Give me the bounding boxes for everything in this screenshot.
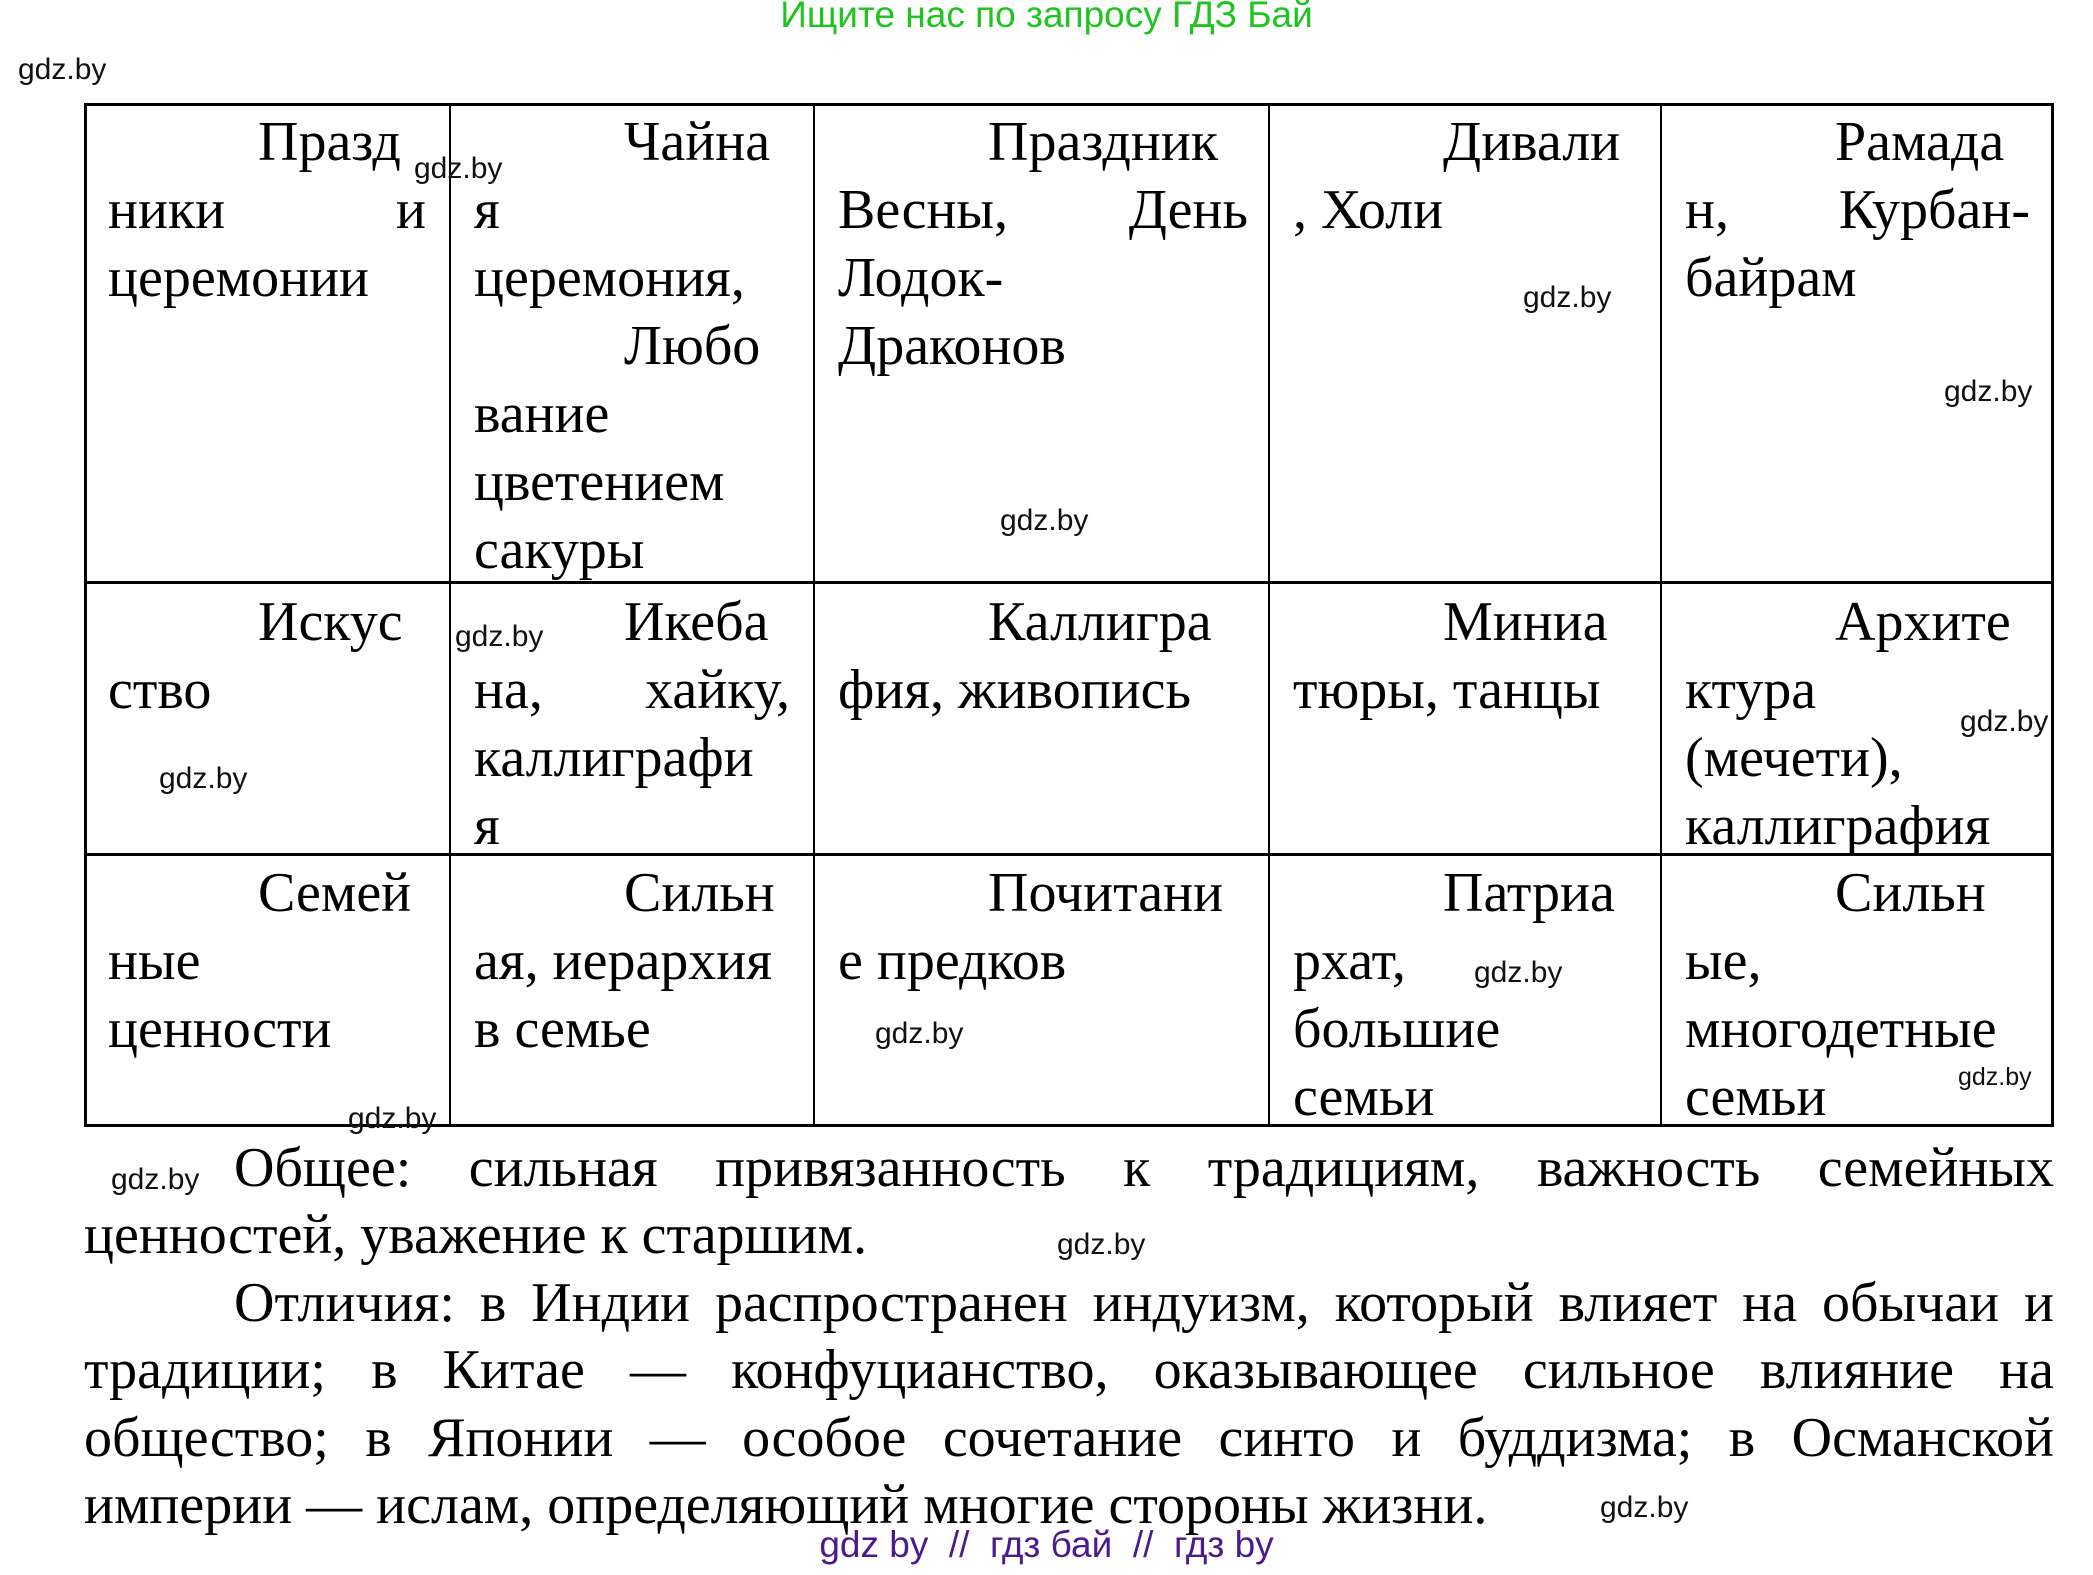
watermark: gdz.by <box>18 53 107 86</box>
cell-line: Любо <box>624 315 761 377</box>
watermark: gdz.by <box>1958 1063 2032 1091</box>
watermark: gdz.by <box>875 1017 964 1050</box>
watermark: gdz.by <box>348 1102 437 1135</box>
table-column-divider <box>1268 103 1270 1127</box>
cell-line: Икеба <box>624 591 769 653</box>
differences-paragraph-line: общество; в Японии — особое сочетание синто и буддизма; в Османской <box>84 1407 2054 1469</box>
cell-line: Празд <box>258 111 401 173</box>
cell-line: ники и <box>108 179 426 241</box>
cell-line: тюры, танцы <box>1293 659 1601 721</box>
cell-line: Весны, День <box>838 179 1248 241</box>
cell-line: Каллигра <box>988 591 1212 653</box>
cell-line: ценности <box>108 998 332 1060</box>
watermark: gdz.by <box>1960 705 2049 738</box>
cell-line: многодетные <box>1685 998 1997 1060</box>
cell-line: Искус <box>258 591 403 653</box>
table-row-divider <box>84 581 2054 584</box>
differences-paragraph-line: империи — ислам, определяющий многие стороны жизни. <box>84 1474 1488 1536</box>
watermark: gdz.by <box>1523 281 1612 314</box>
cell-line: на, хайку, <box>474 659 790 721</box>
cell-line: семьи <box>1685 1066 1827 1128</box>
cell-line: ктура <box>1685 659 1817 721</box>
cell-line: Рамада <box>1835 111 2005 173</box>
cell-line: вание <box>474 383 610 445</box>
cell-line: семьи <box>1293 1066 1435 1128</box>
cell-line: Сильн <box>624 862 775 924</box>
cell-line: е предков <box>838 930 1067 992</box>
cell-line: ство <box>108 659 212 721</box>
cell-line: церемония, <box>474 247 745 309</box>
watermark: gdz.by <box>1944 375 2033 408</box>
watermark: gdz.by <box>1600 1491 1689 1524</box>
cell-line: цветением <box>474 451 725 513</box>
cell-line: каллиграфия <box>1685 795 1991 857</box>
cell-line: Миниа <box>1443 591 1608 653</box>
cell-line: Драконов <box>838 315 1066 377</box>
cell-line: рхат, <box>1293 930 1406 992</box>
watermark: gdz.by <box>159 762 248 795</box>
table-column-divider <box>1660 103 1662 1127</box>
cell-line: сакуры <box>474 519 645 581</box>
differences-paragraph-line: Отличия: в Индии распространен индуизм, который влияет на обычаи и <box>234 1272 2054 1334</box>
cell-line: Семей <box>258 862 412 924</box>
cell-line: в семье <box>474 998 651 1060</box>
cell-line: Чайна <box>624 111 771 173</box>
cell-line: Лодок- <box>838 247 1004 309</box>
cell-line: ные <box>108 930 201 992</box>
cell-line: каллиграфи <box>474 727 754 789</box>
cell-line: Архите <box>1835 591 2011 653</box>
cell-line: ые, <box>1685 930 1762 992</box>
cell-line: ая, иерархия <box>474 930 773 992</box>
search-banner: Ищите нас по запросу ГДЗ Бай <box>780 0 1313 35</box>
watermark: gdz.by <box>455 620 544 653</box>
cell-line: Патриа <box>1443 862 1615 924</box>
watermark: gdz.by <box>1057 1228 1146 1261</box>
cell-line: Почитани <box>988 862 1224 924</box>
cell-line: Праздник <box>988 111 1219 173</box>
cell-line: (мечети), <box>1685 727 1903 789</box>
cell-line: церемонии <box>108 247 370 309</box>
watermark: gdz.by <box>1000 504 1089 537</box>
cell-line: н, Курбан- <box>1685 179 2030 241</box>
watermark: gdz.by <box>111 1163 200 1196</box>
common-paragraph-line: Общее: сильная привязанность к традициям, важность семейных <box>234 1137 2054 1199</box>
cell-line: , Холи <box>1293 179 1444 241</box>
watermark: gdz.by <box>414 152 503 185</box>
differences-paragraph-line: традиции; в Китае — конфуцианство, оказывающее сильное влияние на <box>84 1339 2054 1401</box>
watermark: gdz.by <box>1474 956 1563 989</box>
table-column-divider <box>813 103 815 1127</box>
cell-line: байрам <box>1685 247 1857 309</box>
cell-line: Дивали <box>1443 111 1621 173</box>
cell-line: большие <box>1293 998 1501 1060</box>
table-column-divider <box>449 103 451 1127</box>
common-paragraph-line: ценностей, уважение к старшим. <box>84 1204 868 1266</box>
cell-line: Сильн <box>1835 862 1986 924</box>
cell-line: я <box>474 179 500 241</box>
footer-site-links[interactable]: gdz by // гдз бай // гдз by <box>819 1524 1274 1565</box>
cell-line: я <box>474 795 500 857</box>
cell-line: фия, живопись <box>838 659 1192 721</box>
